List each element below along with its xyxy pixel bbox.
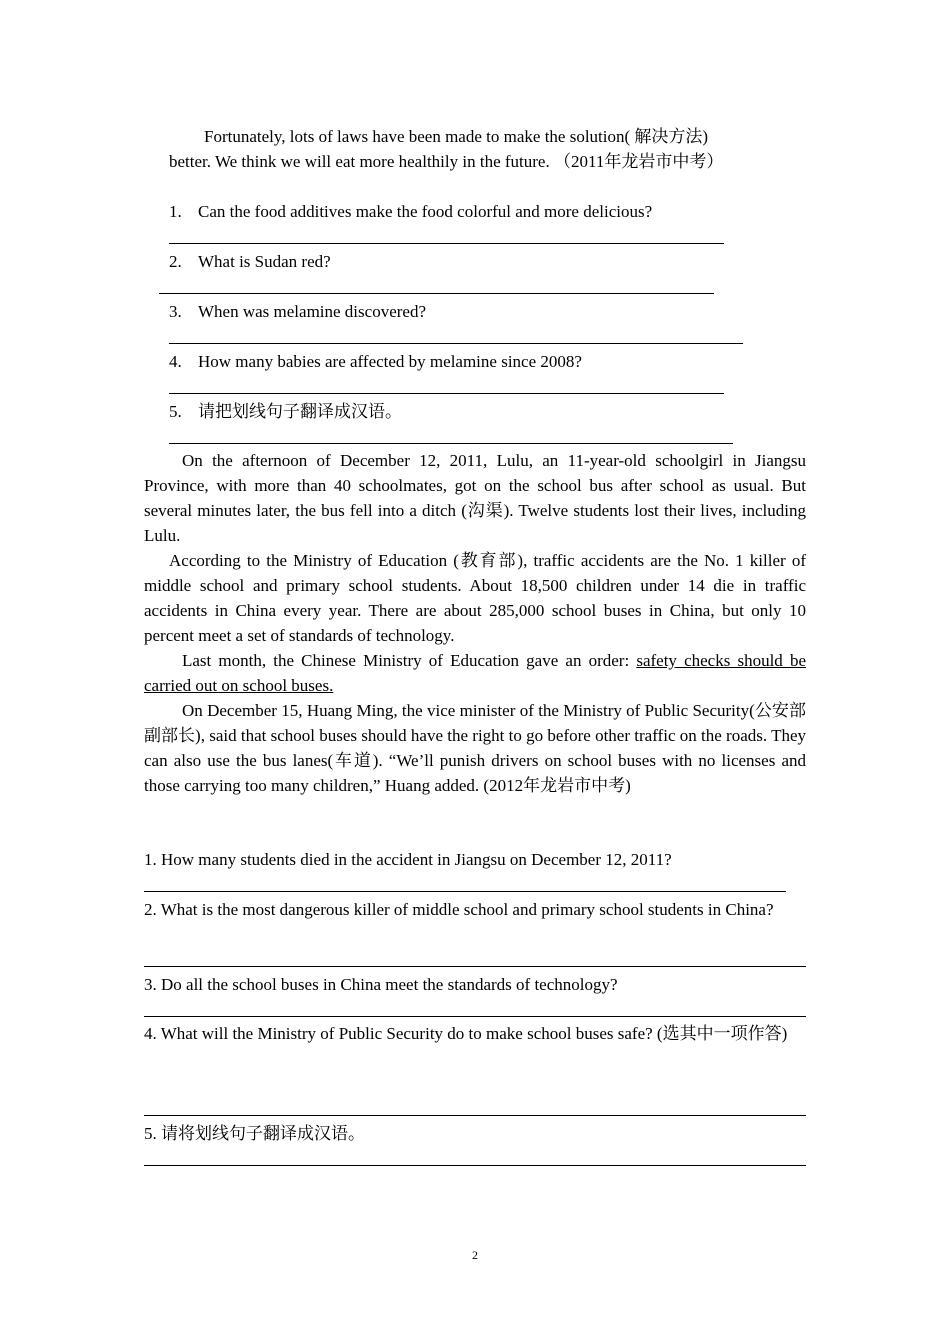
q2-2: 2. What is the most dangerous killer of middle school and primary school students in China?	[144, 900, 774, 919]
underlined-sentence: safety checks should be carried out on school buses.	[144, 651, 806, 695]
q1-3	[169, 299, 426, 324]
q1-1-text: Can the food additives make the food colorful and more delicious?	[198, 202, 653, 221]
q1-5-num: 5.	[169, 402, 182, 421]
passage2-paragraph-3	[144, 648, 806, 698]
q1-4	[169, 349, 582, 374]
answer-line-q1-5[interactable]	[169, 443, 733, 444]
answer-line-q2-3[interactable]	[144, 1016, 806, 1017]
answer-line-q1-2[interactable]	[159, 293, 714, 294]
answer-line-q2-5[interactable]	[144, 1165, 806, 1166]
q1-3-num: 3.	[169, 302, 182, 321]
q1-1	[169, 199, 652, 224]
q1-4-num: 4.	[169, 352, 182, 371]
answer-line-q2-1[interactable]	[144, 891, 786, 892]
answer-line-q2-2[interactable]	[144, 966, 806, 967]
q2-4: 4. What will the Ministry of Public Security do to make school buses safe? (选其中一项作答)	[144, 1024, 788, 1043]
passage2-paragraph-2: According to the Ministry of Education (教育部), traffic accidents are the No. 1 killer of middle school and primary school students. About 18,500 children under 14 die in traffic accidents in China every year. There are about 285,000 school buses in China, but only 10 percent meet a set of standards of technology.	[144, 551, 806, 645]
q2-1: 1. How many students died in the accident in Jiangsu on December 12, 2011?	[144, 850, 672, 869]
passage1-line2: better. We think we will eat more healthily in the future. （2011年龙岩市中考）	[169, 152, 724, 171]
p3-text: Last month, the Chinese Ministry of Education gave an order:	[182, 651, 637, 670]
q1-4-text: How many babies are affected by melamine since 2008?	[198, 352, 582, 371]
q1-2-num: 2.	[169, 252, 182, 271]
q1-3-text: When was melamine discovered?	[198, 302, 426, 321]
q2-3: 3. Do all the school buses in China meet the standards of technology?	[144, 975, 618, 994]
answer-line-q1-1[interactable]	[169, 243, 724, 244]
passage1-line1: Fortunately, lots of laws have been made to make the solution( 解决方法)	[204, 127, 709, 146]
q1-2	[169, 249, 331, 274]
q1-2-text: What is Sudan red?	[198, 252, 331, 271]
answer-line-q2-4[interactable]	[144, 1115, 806, 1116]
passage2-paragraph-1: On the afternoon of December 12, 2011, Lulu, an 11-year-old schoolgirl in Jiangsu Province, with more than 40 schoolmates, got on the school bus after school as usual. But several minutes later, the bus fell into a ditch (沟渠). Twelve students lost their lives, including Lulu.	[144, 451, 806, 545]
q1-1-num: 1.	[169, 202, 182, 221]
answer-line-q1-3[interactable]	[169, 343, 743, 344]
q1-5	[169, 399, 402, 424]
q2-5: 5. 请将划线句子翻译成汉语。	[144, 1124, 365, 1143]
q1-5-text: 请把划线句子翻译成汉语。	[198, 402, 402, 421]
page-number: 2	[472, 1248, 478, 1262]
answer-line-q1-4[interactable]	[169, 393, 724, 394]
passage2-paragraph-4: On December 15, Huang Ming, the vice minister of the Ministry of Public Security(公安部副部长), said that school buses should have the right to go before other traffic on the roads. They can also use the bus lanes(车道). “We’ll punish drivers on school buses with no licenses and those carrying too many children,” Huang added. (2012年龙岩市中考)	[144, 701, 806, 795]
